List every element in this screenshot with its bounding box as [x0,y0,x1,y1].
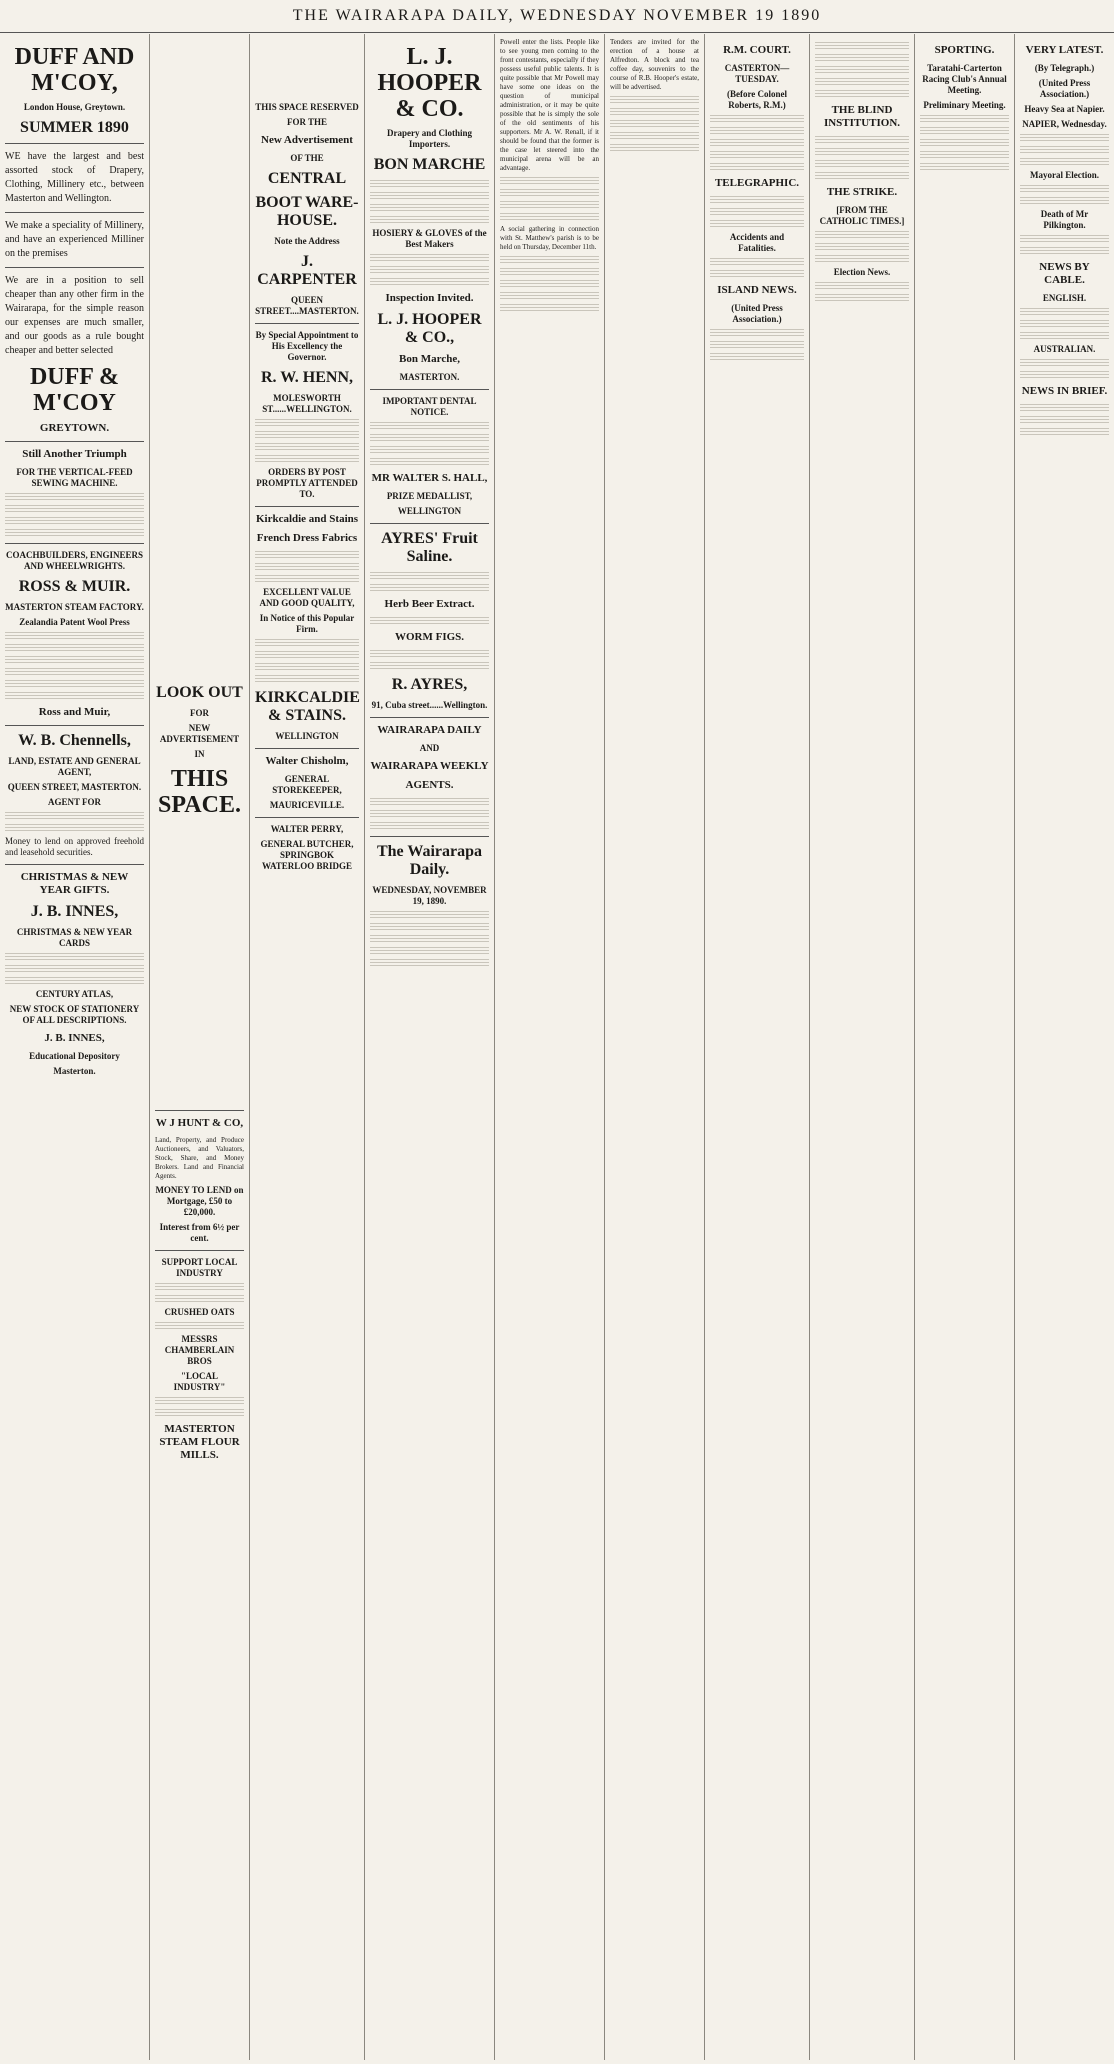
money-lend: Money to lend on approved freehold and leasehold securities. [5,836,144,857]
storekeeper-label: GENERAL STOREKEEPER, [272,774,342,795]
machine-heading: FOR THE VERTICAL-FEED SEWING MACHINE. [16,467,133,488]
death-heading: Death of Mr Pilkington. [1040,209,1089,230]
worm-heading: WORM FIGS. [394,631,465,643]
excellent-label: EXCELLENT VALUE AND GOOD QUALITY, [259,587,355,608]
column-3 [250,34,365,2060]
heavy-sea-heading: Heavy Sea at Napier. [1024,104,1105,114]
before-heading: (Before Colonel Roberts, R.M.) [726,89,788,110]
column-2 [150,34,250,2060]
court-heading: R.M. COURT. [723,44,791,56]
firm-name: DUFF & M'COY [29,364,120,416]
hall-wellington: WELLINGTON [397,506,462,516]
hunt-desc: Land, Property, and Produce Auctioneers, and Valuators, Stock, Share, and Money Brokers. Land and Financial Agents. [155,1136,244,1180]
blind-heading: THE BLIND INSTITUTION. [823,104,901,129]
column-10 [1015,34,1114,2060]
newstock-heading: NEW STOCK OF STATIONERY OF ALL DESCRIPTIONS. [9,1004,140,1025]
rayres-title: R. AYRES, [391,676,468,693]
column-6 [605,34,705,2060]
rayres-address: 91, Cuba street......Wellington. [371,700,488,710]
new-advertisement-label: New Advertisement [261,134,353,146]
column-9 [915,34,1015,2060]
summer-heading: SUMMER 1890 [20,119,129,136]
sporting-heading: SPORTING. [934,44,995,56]
innes-title: J. B. INNES, [30,903,119,920]
bon-marche-sign: Bon Marche, [399,353,460,365]
telegraph-label: (By Telegraph.) [1034,63,1095,73]
ross-muir-sign: Ross and Muir, [38,706,111,718]
butcher-label: GENERAL BUTCHER, SPRINGBOK WATERLOO BRIDGE [260,839,354,871]
kirkcaldie-title: KIRKCALDIE & STAINS. [255,689,360,724]
and-label: AND [419,743,440,753]
united-label: (United Press Association.) [731,303,783,324]
note-label: Note the Address [274,236,340,246]
weekly-label: WAIRARAPA WEEKLY [370,760,489,772]
masthead: THE WAIRARAPA DAILY, WEDNESDAY NOVEMBER 19 1890 [0,0,1114,33]
paper-date: WEDNESDAY, NOVEMBER 19, 1890. [372,885,487,906]
wool-press-heading: Zealandia Patent Wool Press [19,617,130,627]
herb-heading: Herb Beer Extract. [384,598,475,610]
new-adv-label: NEW ADVERTISEMENT [159,723,240,744]
ayres-title: AYRES' Fruit Saline. [381,530,478,565]
latest-heading: VERY LATEST. [1025,44,1104,56]
innes-sign: J. B. INNES, [44,1032,105,1044]
upa-label: (United Press Association.) [1038,78,1091,99]
inspection-label: Inspection Invited. [385,292,474,304]
intro-text: WE have the largest and best assorted stock of Drapery, Clothing, Millinery etc., between Masterton and Wellington. [5,151,144,204]
strike-heading: THE STRIKE. [826,186,898,198]
look-out-heading: LOOK OUT [156,684,243,701]
telegraphic-heading: TELEGRAPHIC. [714,177,800,189]
agents-label: AGENTS. [405,779,454,791]
wellington-label: WELLINGTON [275,731,339,741]
cards-heading: CHRISTMAS & NEW YEAR CARDS [16,927,133,948]
cable-heading: NEWS BY CABLE. [1039,261,1090,286]
boot-warehouse-label: BOOT WARE-HOUSE. [255,194,359,229]
perry-title: WALTER PERRY, [270,824,344,834]
bon-marche-title: BON MARCHE [373,156,486,173]
henn-title: R. W. HENN, [260,369,354,386]
in-label: IN [194,749,205,759]
chisholm-title: Walter Chisholm, [265,755,349,767]
queen-street: QUEEN STREET, MASTERTON. [7,782,142,792]
london-house-subtitle: London House, Greytown. [23,102,126,112]
column-8 [810,34,915,2060]
col5-more: A social gathering in connection with St. Matthew's parish is to be held on Thursday, December 11th. [500,225,599,251]
xmas-heading: CHRISTMAS & NEW YEAR GIFTS. [20,871,129,896]
for-the-label: FOR THE [286,117,328,127]
coachbuilders-heading: COACHBUILDERS, ENGINEERS AND WHEELWRIGHTS. [5,550,144,571]
molesworth-label: MOLESWORTH ST......WELLINGTON. [262,393,352,414]
australian-heading: AUSTRALIAN. [1033,344,1096,354]
factory-heading: MASTERTON STEAM FACTORY. [5,602,144,612]
hosiery-label: HOSIERY & GLOVES of the Best Makers [372,228,487,249]
depot-label: Educational Depository [29,1051,120,1061]
napier-label: NAPIER, Wednesday. [1022,119,1107,129]
ross-muir-title: ROSS & MUIR. [18,578,131,595]
local-industry: "LOCAL INDUSTRY" [173,1371,226,1392]
masterton-sign: MASTERTON. [399,372,460,382]
hunt-title: W J HUNT & CO, [155,1117,244,1129]
of-the-label: OF THE [290,153,324,163]
for-label: FOR [190,708,209,718]
column-1 [0,34,150,2060]
greytown-label: GREYTOWN. [39,422,110,434]
triumph-heading: Still Another Triumph [22,448,127,460]
queen-street-label: QUEEN STREET....MASTERTON. [255,295,359,316]
taratahi-heading: Taratahi-Carterton Racing Club's Annual Meeting. [922,63,1007,95]
column-7 [705,34,810,2060]
atlas-heading: CENTURY ATLAS, [35,989,114,999]
prelim-heading: Preliminary Meeting. [923,100,1006,110]
brief-heading: NEWS IN BRIEF. [1021,385,1108,397]
this-space-heading: THIS SPACE. [158,766,241,818]
paper-title: The Wairarapa Daily. [376,843,483,878]
french-heading: French Dress Fabrics [256,532,358,544]
column-4 [365,34,495,2060]
crushed-oats: CRUSHED OATS [164,1307,235,1317]
carpenter-title: J. CARPENTER [257,253,357,288]
daily-label: WAIRARAPA DAILY [377,724,482,736]
flour-mills: MASTERTON STEAM FLOUR MILLS. [159,1423,240,1461]
masterton-label: Masterton. [53,1066,96,1076]
dental-notice: IMPORTANT DENTAL NOTICE. [382,396,477,417]
carterton-heading: CASTERTON—TUESDAY. [724,63,790,84]
duff-mccoy-title: DUFF AND M'COY, [14,44,135,96]
millinery-text: We make a speciality of Millinery, and have an experienced Milliner on the premises [5,220,144,259]
catholic-label: [FROM THE CATHOLIC TIMES.] [819,205,905,226]
popular-label: In Notice of this Popular Firm. [259,613,355,634]
money-lend-heading: MONEY TO LEND on Mortgage, £50 to £20,000. [155,1185,244,1217]
mayoral-heading: Mayoral Election. [1030,170,1099,180]
orders-label: ORDERS BY POST PROMPTLY ATTENDED TO. [256,467,358,499]
column-5 [495,34,605,2060]
reserved-label: THIS SPACE RESERVED [255,102,359,112]
mauriceville-label: MAURICEVILLE. [269,800,345,810]
agent-for: AGENT FOR [47,797,102,807]
prices-text: We are in a position to sell cheaper than any other firm in the Wairarapa, for the simple reason our expenses are much smaller, and our goods as a rule bought cheaper and better selected [5,275,144,356]
hall-title: MR WALTER S. HALL, [371,472,488,484]
dentist-label: PRIZE MEDALLIST, [386,491,473,501]
election-heading: Election News. [833,267,891,277]
island-heading: ISLAND NEWS. [717,284,797,296]
col5-text: Powell enter the lists. People like to see young men coming to the front contestants, especially if they possess useful public talents. It is quite possible that Mr Powell may have some one ideas on the question of municipal administration, or it may be quite possible that he is simply the sole of the old sentiments of his supporters. Mr A. W. Renall, if it should be found that the former is the case let steered into the municipal arena will be an advantage. [500,38,599,172]
hooper-sign: L. J. HOOPER & CO., [377,311,482,346]
hooper-title: L. J. HOOPER & CO. [377,44,482,122]
appointment-label: By Special Appointment to His Excellency the Governor. [255,330,359,362]
col6-more: Tenders are invited for the erection of a house at Alfredton. A block and tea coffee day, souvenirs to the course of R.B. Hooper's estate, will be advertised. [610,38,699,91]
kirkcaldie-heading: Kirkcaldie and Stains [255,513,359,525]
accidents-heading: Accidents and Fatalities. [729,232,785,253]
support-local: SUPPORT LOCAL INDUSTRY [161,1257,238,1278]
chennells-title: W. B. Chennells, [18,732,131,749]
central-label: CENTRAL [267,170,347,187]
chamberlain-heading: MESSRS CHAMBERLAIN BROS [164,1334,235,1366]
drapery-label: Drapery and Clothing Importers. [386,128,472,149]
english-heading: ENGLISH. [1042,293,1087,303]
interest-label: Interest from 6½ per cent. [159,1222,240,1243]
estate-agent: LAND, ESTATE AND GENERAL AGENT, [8,756,141,777]
